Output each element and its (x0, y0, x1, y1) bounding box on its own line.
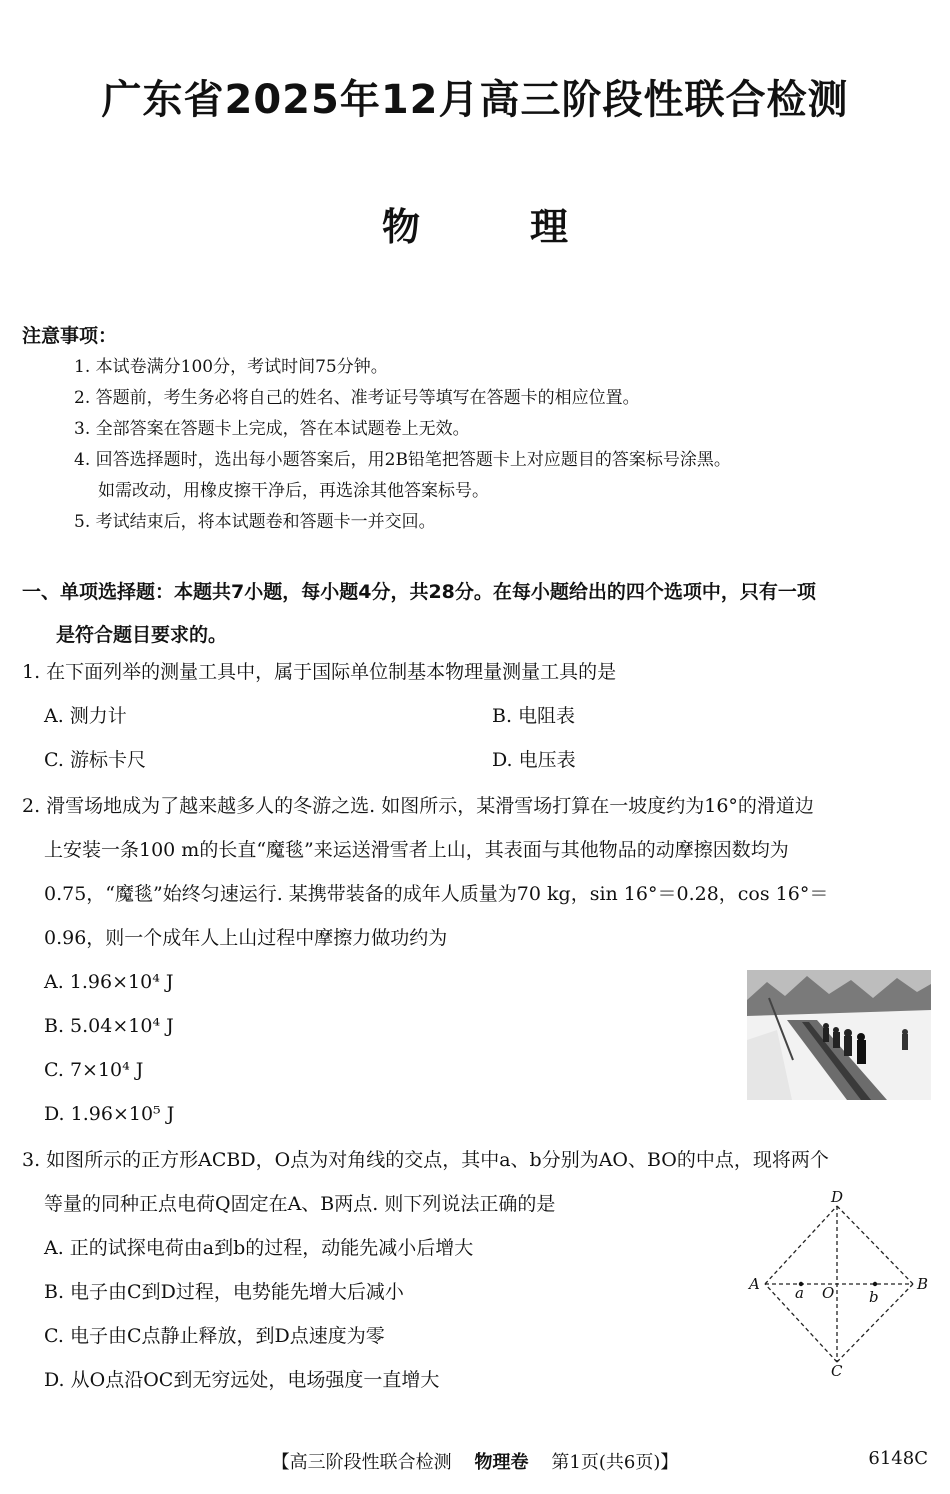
paper-code: 6148C (868, 1448, 928, 1469)
question-stem-line: 等量的同种正点电荷Q固定在A、B两点. 则下列说法正确的是 (44, 1193, 556, 1215)
label-a: a (795, 1284, 804, 1302)
notice-item: 3. 全部答案在答题卡上完成，答在本试题卷上无效。 (74, 419, 470, 439)
notice-heading: 注意事项： (22, 325, 118, 347)
section-heading (22, 571, 932, 657)
notice-item: 1. 本试卷满分100分，考试时间75分钟。 (74, 357, 388, 377)
option-a: A. 正的试探电荷由a到b的过程，动能先减小后增大 (44, 1237, 474, 1259)
question-stem-line: 0.96，则一个成年人上山过程中摩擦力做功约为 (44, 927, 448, 949)
edge-AD (765, 1206, 837, 1284)
option-c: C. 电子由C点静止释放，到D点速度为零 (44, 1325, 385, 1347)
notice-item: 2. 答题前，考生务必将自己的姓名、准考证号等填写在答题卡的相应位置。 (74, 388, 640, 408)
label-A: A (749, 1275, 760, 1293)
option-d: D. 从O点沿OC到无穷远处，电场强度一直增大 (44, 1369, 440, 1391)
notice-item: 4. 回答选择题时，选出每小题答案后，用2B铅笔把答题卡上对应题目的答案标号涂黑。 (74, 450, 731, 470)
notice-list (74, 352, 934, 538)
option-d: D. 1.96×10⁵ J (44, 1103, 175, 1125)
edge-DB (837, 1206, 913, 1284)
option-b: B. 电阻表 (492, 705, 576, 727)
question-stem-line: 3. 如图所示的正方形ACBD，O点为对角线的交点，其中a、b分别为AO、BO的中点，现将两个 (22, 1149, 829, 1171)
option-c: C. 游标卡尺 (44, 749, 146, 771)
question-stem: 1. 在下面列举的测量工具中，属于国际单位制基本物理量测量工具的是 (22, 661, 617, 683)
label-B: B (917, 1275, 929, 1293)
option-d: D. 电压表 (492, 749, 576, 771)
notice-item: 5. 考试结束后，将本试题卷和答题卡一并交回。 (74, 512, 436, 532)
point-b (873, 1282, 877, 1286)
ski-slope-photo (747, 970, 931, 1100)
question-stem-line: 上安装一条100 m的长直“魔毯”来运送滑雪者上山，其表面与其他物品的动摩擦因数均为 (44, 839, 789, 861)
label-b: b (869, 1288, 879, 1306)
option-a: A. 测力计 (44, 705, 127, 727)
option-c: C. 7×10⁴ J (44, 1059, 144, 1081)
section-line: 一、单项选择题：本题共7小题，每小题4分，共28分。在每小题给出的四个选项中，只有一项 (22, 581, 816, 603)
option-b: B. 5.04×10⁴ J (44, 1015, 174, 1037)
label-C: C (831, 1362, 843, 1376)
footer-exam: 【高三阶段性联合检测 (271, 1452, 452, 1473)
notice-item-continuation: 如需改动，用橡皮擦干净后，再选涂其他答案标号。 (98, 481, 489, 501)
question-stem-line: 0.75，“魔毯”始终匀速运行. 某携带装备的成年人质量为70 kg，sin 16°＝0.28，cos 16°＝ (44, 883, 829, 905)
question-stem-line: 2. 滑雪场地成为了越来越多人的冬游之选. 如图所示，某滑雪场打算在一坡度约为16°的滑道边 (22, 795, 814, 817)
exam-title: 广东省2025年12月高三阶段性联合检测 (101, 77, 849, 123)
footer-page: 第1页(共6页)】 (551, 1452, 679, 1473)
subject-title: 物理 (381, 205, 678, 249)
label-O: O (822, 1284, 835, 1302)
square-charge-diagram (745, 1186, 935, 1376)
section-line: 是符合题目要求的。 (56, 624, 228, 646)
label-D: D (831, 1188, 844, 1206)
footer-subject: 物理卷 (474, 1452, 529, 1473)
question-1 (22, 650, 934, 782)
page-footer (0, 1448, 950, 1474)
option-b: B. 电子由C到D过程，电势能先增大后减小 (44, 1281, 404, 1303)
option-a: A. 1.96×10⁴ J (44, 971, 174, 993)
